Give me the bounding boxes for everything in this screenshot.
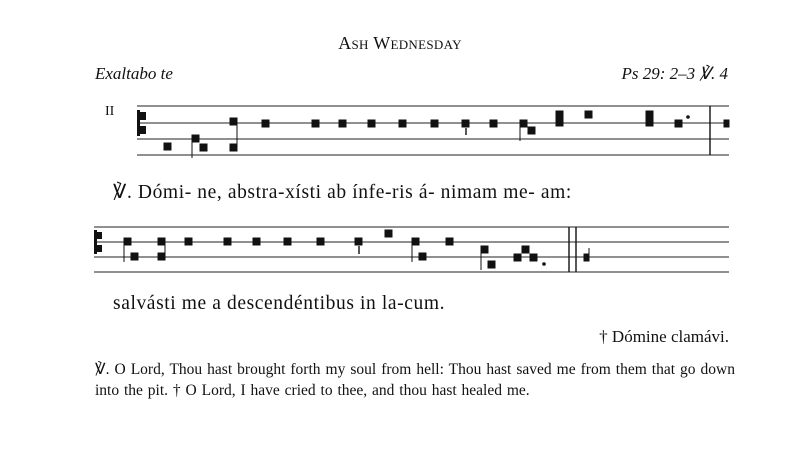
mode-number: II [105,104,115,119]
chant-incipit: Exaltabo te [95,64,173,83]
page-title: Ash Wednesday [338,33,462,53]
staff-lines [137,106,729,155]
lyrics-line-2: salvásti me a descendéntibus in la-cum. [113,293,446,314]
neumes [124,227,589,272]
chant-staff-2 [0,222,800,282]
english-translation: ℣. O Lord, Thou hast brought forth my soul from hell: Thou hast saved me from them that go down into the pit. † O Lord, I have cried to thee, and thou hast healed me. [95,361,735,399]
neumes [164,106,729,158]
psalm-reference: Ps 29: 2–3 ℣. 4 [621,64,728,83]
lyrics-line-1: ℣. Dómi- ne, abstra-xísti ab ínfe-ris á- nimam me- am: [113,182,572,203]
chant-staff-1 [0,100,800,160]
chant-cue: † Dómine clamávi. [599,327,729,346]
